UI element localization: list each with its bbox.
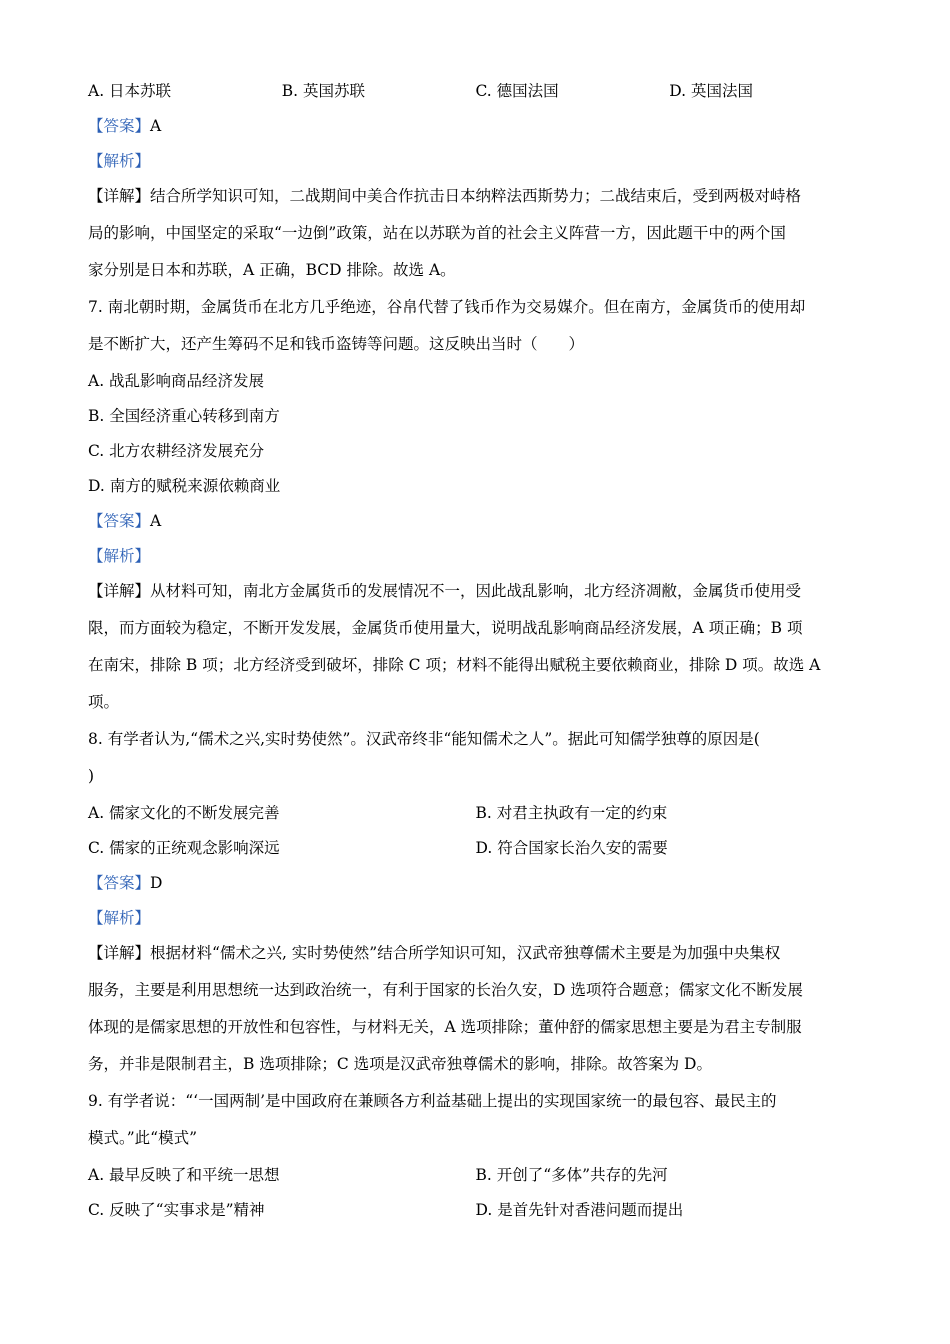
q9-option-b: B. 开创了“多体”共存的先河 bbox=[475, 1166, 668, 1184]
answer-tag: 【答案】 bbox=[88, 512, 151, 530]
stem-line: 模式。”此“模式” bbox=[88, 1129, 198, 1147]
answer-tag: 【答案】 bbox=[88, 117, 151, 135]
q6-answer bbox=[88, 109, 863, 144]
stem-line: 8. 有学者认为,“儒术之兴,实时势使然”。汉武帝终非“能知儒术之人”。据此可知儒学独尊的原因是( bbox=[88, 730, 760, 748]
detail-line: 服务，主要是利用思想统一达到政治统一，有利于国家的长治久安，D 选项符合题意；儒家文化不断发展 bbox=[88, 981, 803, 999]
detail-line: 家分别是日本和苏联，A 正确，BCD 排除。故选 A。 bbox=[88, 261, 456, 279]
stem-line: ) bbox=[88, 767, 95, 785]
q7-answer bbox=[88, 504, 863, 539]
q7-stem bbox=[88, 290, 863, 364]
answer-value: A bbox=[150, 117, 162, 135]
page-content bbox=[88, 74, 863, 1228]
q6-analysis bbox=[88, 144, 863, 179]
q8-option-d: D. 符合国家长治久安的需要 bbox=[475, 839, 668, 857]
q8-option-c: C. 儒家的正统观念影响深远 bbox=[88, 839, 280, 857]
analysis-tag: 【解析】 bbox=[88, 547, 151, 565]
q9-option-c: C. 反映了“实事求是”精神 bbox=[88, 1201, 265, 1219]
detail-tag: 【详解】 bbox=[88, 582, 151, 600]
q8-options-row-1 bbox=[88, 796, 863, 831]
q8-stem bbox=[88, 722, 863, 796]
detail-tag: 【详解】 bbox=[88, 187, 151, 205]
answer-value: A bbox=[150, 512, 162, 530]
q7-detail bbox=[88, 574, 863, 722]
q8-option-a: A. 儒家文化的不断发展完善 bbox=[88, 804, 280, 822]
q6-option-a: A. 日本苏联 bbox=[88, 82, 172, 100]
detail-line: 体现的是儒家思想的开放性和包容性，与材料无关，A 选项排除；董仲舒的儒家思想主要是为君主专制服 bbox=[88, 1018, 802, 1036]
q7-analysis bbox=[88, 539, 863, 574]
q6-option-b: B. 英国苏联 bbox=[281, 82, 365, 100]
q9-option-d: D. 是首先针对香港问题而提出 bbox=[475, 1201, 684, 1219]
q9-stem bbox=[88, 1084, 863, 1158]
answer-value: D bbox=[150, 874, 163, 892]
q6-option-c: C. 德国法国 bbox=[475, 82, 559, 100]
q6-detail bbox=[88, 179, 863, 290]
q6-options bbox=[88, 74, 863, 109]
q8-answer bbox=[88, 866, 863, 901]
q6-option-d: D. 英国法国 bbox=[669, 82, 753, 100]
stem-line: 9. 有学者说：“‘一国两制’是中国政府在兼顾各方利益基础上提出的实现国家统一的最包容、最民主的 bbox=[88, 1092, 777, 1110]
q7-option-c: C. 北方农耕经济发展充分 bbox=[88, 442, 265, 460]
detail-tag: 【详解】 bbox=[88, 944, 151, 962]
detail-line: 根据材料“儒术之兴, 实时势使然”结合所学知识可知，汉武帝独尊儒术主要是为加强中央集权 bbox=[150, 944, 781, 962]
detail-line: 结合所学知识可知，二战期间中美合作抗击日本纳粹法西斯势力；二战结束后，受到两极对峙格 bbox=[150, 187, 802, 205]
detail-line: 局的影响，中国坚定的采取“一边倒”政策，站在以苏联为首的社会主义阵营一方，因此题干中的两个国 bbox=[88, 224, 786, 242]
detail-line: 从材料可知，南北方金属货币的发展情况不一，因此战乱影响，北方经济凋敝，金属货币使用受 bbox=[150, 582, 802, 600]
q9-options-row-1 bbox=[88, 1158, 863, 1193]
analysis-tag: 【解析】 bbox=[88, 152, 151, 170]
q7-option-b: B. 全国经济重心转移到南方 bbox=[88, 407, 280, 425]
detail-line: 限，而方面较为稳定，不断开发发展，金属货币使用量大，说明战乱影响商品经济发展，A 项正确；B 项 bbox=[88, 619, 803, 637]
q8-options-row-2 bbox=[88, 831, 863, 866]
stem-line: 是不断扩大，还产生筹码不足和钱币盗铸等问题。这反映出当时（ ） bbox=[88, 335, 585, 353]
detail-line: 务，并非是限制君主，B 选项排除；C 选项是汉武帝独尊儒术的影响，排除。故答案为 D。 bbox=[88, 1055, 712, 1073]
q9-options-row-2 bbox=[88, 1193, 863, 1228]
detail-line: 项。 bbox=[88, 693, 120, 711]
analysis-tag: 【解析】 bbox=[88, 909, 151, 927]
q7-option-d: D. 南方的赋税来源依赖商业 bbox=[88, 477, 281, 495]
q9-option-a: A. 最早反映了和平统一思想 bbox=[88, 1166, 280, 1184]
q8-analysis bbox=[88, 901, 863, 936]
q7-option-a: A. 战乱影响商品经济发展 bbox=[88, 372, 265, 390]
q8-detail bbox=[88, 936, 863, 1084]
detail-line: 在南宋，排除 B 项；北方经济受到破坏，排除 C 项；材料不能得出赋税主要依赖商业，排除 D 项。故选 A bbox=[88, 656, 821, 674]
answer-tag: 【答案】 bbox=[88, 874, 151, 892]
stem-line: 7. 南北朝时期，金属货币在北方几乎绝迹，谷帛代替了钱币作为交易媒介。但在南方，金属货币的使用却 bbox=[88, 298, 806, 316]
q8-option-b: B. 对君主执政有一定的约束 bbox=[475, 804, 668, 822]
